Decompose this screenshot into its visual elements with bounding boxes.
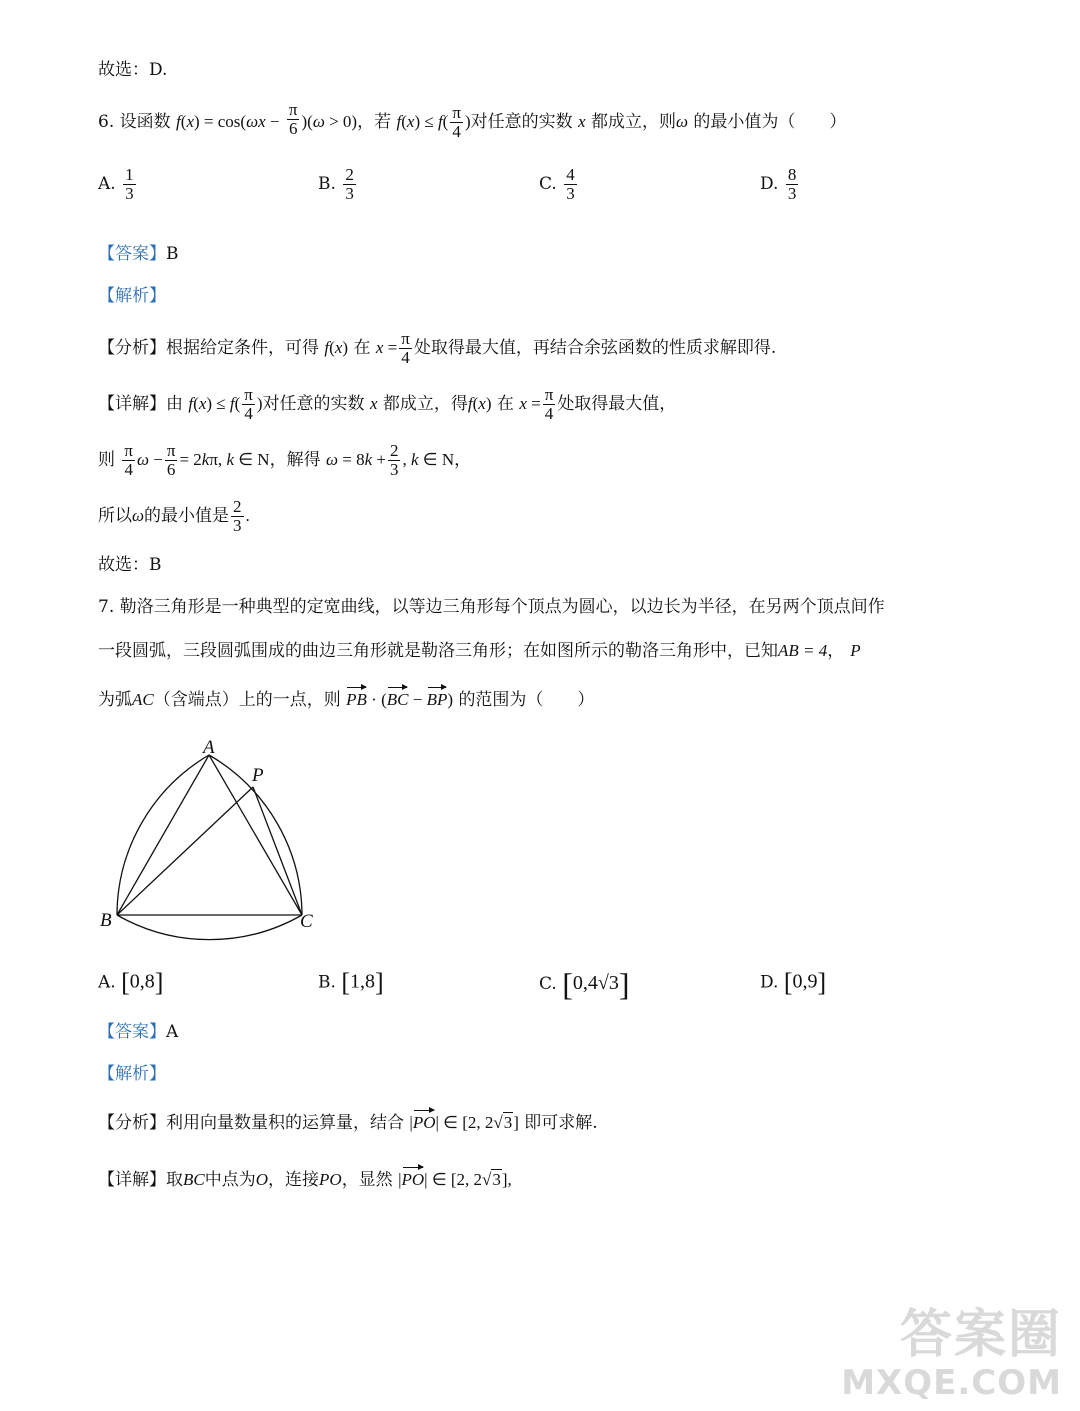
- q7-option-b[interactable]: B. [1,8]: [318, 968, 384, 997]
- label-b: B: [100, 910, 112, 931]
- q6-option-d[interactable]: D. $\frac{8}{3}$: [760, 165, 797, 203]
- previous-conclusion: 故选：D.: [98, 60, 168, 80]
- q7-stem-line1: 7. 勒洛三角形是一种典型的定宽曲线，以等边三角形每个顶点为圆心，以边长为半径，在另两个顶点间作: [98, 597, 885, 617]
- reuleaux-triangle-figure: [95, 735, 335, 950]
- q7-xiangjie: 【详解】取BC中点为O，连接PO，显然 |PO| ∈ [2, 2√3],: [98, 1170, 512, 1190]
- q6-xiangjie-1: 【详解】由 f(x) ≤ f( $\frac{\pi}{4}$ )对任意的实数 x 都成立，得f(x) 在 x = $\frac{\pi}{4}$ 处取得最大值，: [98, 385, 677, 423]
- q6-xiangjie-2: 则 $\frac{\pi}{4}$ ω − $\frac{\pi}{6}$ = 2kπ, k ∈ N，解得 ω = 8k + $\frac{2}{3}$ , k ∈ N，: [98, 441, 472, 479]
- q6-conclusion: 故选：B: [98, 555, 162, 575]
- q6-answer: 【答案】B: [98, 244, 179, 264]
- q7-option-a[interactable]: A. [0,8]: [98, 968, 164, 997]
- watermark-line1: 答案圈: [899, 1305, 1062, 1365]
- segment-bp: [117, 787, 253, 915]
- arc-bc: [117, 915, 302, 940]
- segment-ab: [117, 755, 209, 915]
- q6-option-c[interactable]: C. $\frac{4}{3}$: [539, 165, 575, 203]
- q7-option-c[interactable]: C. [0,4√3]: [539, 966, 630, 1002]
- q7-fenxi: 【分析】利用向量数量积的运算量，结合 |PO| ∈ [2, 2√3] 即可求解.: [98, 1113, 598, 1133]
- q7-answer: 【答案】A: [98, 1022, 179, 1042]
- watermark-line2: MXQE.COM: [841, 1363, 1062, 1403]
- q7-stem-line3: 为弧AC（含端点）上的一点，则 PB · (BC − BP) 的范围为（ ）: [98, 690, 595, 710]
- q6-option-b[interactable]: B. $\frac{2}{3}$: [318, 165, 354, 203]
- q6-xiangjie-3: 所以ω的最小值是 $\frac{2}{3}$ .: [98, 497, 250, 535]
- q6-fenxi: 【分析】根据给定条件，可得 f(x) 在 x = $\frac{\pi}{4}$ 处取得最大值，再结合余弦函数的性质求解即得.: [98, 329, 777, 367]
- q6-option-a[interactable]: A. $\frac{1}{3}$: [98, 165, 134, 203]
- q6-analysis-tag: 【解析】: [98, 286, 166, 306]
- segment-pc: [253, 787, 302, 915]
- label-p: P: [252, 765, 264, 786]
- q7-option-d[interactable]: D. [0,9]: [760, 968, 827, 997]
- watermark: [841, 1292, 1062, 1403]
- label-a: A: [203, 737, 215, 758]
- q7-analysis-tag: 【解析】: [98, 1064, 166, 1084]
- q6-stem: 6. 设函数 f(x) = cos(ωx − $\frac{\pi}{6}$ )(ω > 0)，若 f(x) ≤ f( $\frac{\pi}{4}$ )对任意的实数 x 都成立，则ω 的最小值为（ ）: [98, 100, 847, 141]
- q7-stem-line2: 一段圆弧，三段圆弧围成的曲边三角形就是勒洛三角形；在如图所示的勒洛三角形中，已知AB = 4， P: [98, 641, 861, 661]
- label-c: C: [300, 911, 313, 932]
